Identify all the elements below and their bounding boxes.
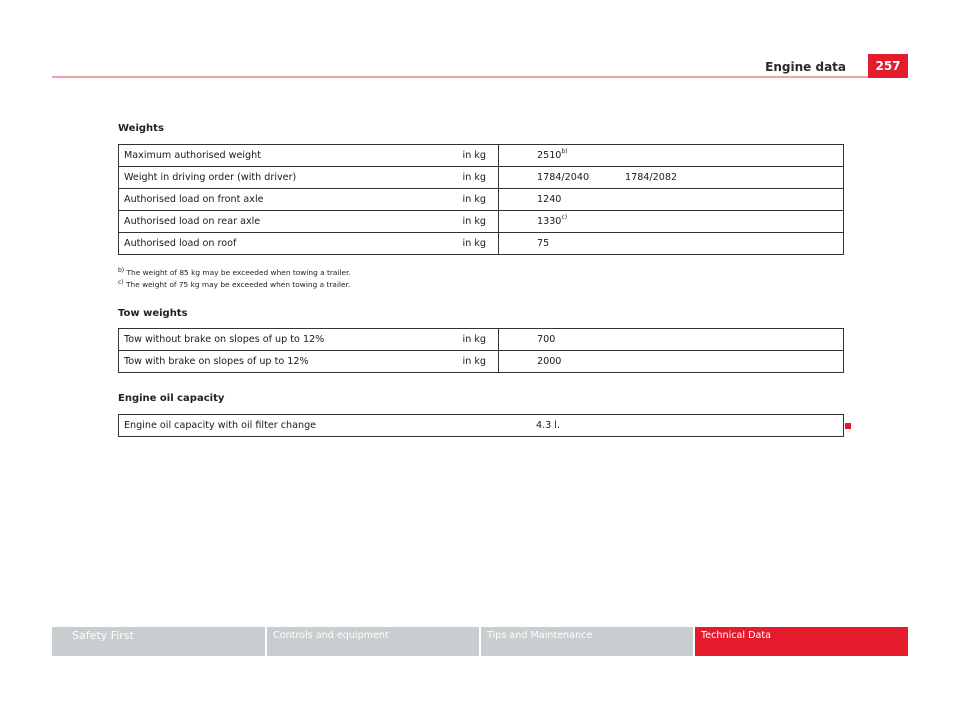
- footnote: $^{c)}$ The weight of 75 kg may be exceeded when towing a trailer.: [118, 279, 351, 289]
- row-unit: in kg: [445, 167, 499, 189]
- row-value-2: [620, 145, 844, 167]
- section-title: Engine data: [765, 60, 846, 74]
- row-value-2: [620, 329, 844, 351]
- row-unit: [445, 415, 498, 437]
- table-row: [119, 415, 844, 437]
- weights-table: [118, 144, 844, 255]
- table-row: [119, 351, 844, 373]
- row-unit: in kg: [445, 329, 499, 351]
- table-row: [119, 233, 844, 255]
- row-label: Authorised load on rear axle: [119, 211, 446, 233]
- row-value: 2000: [499, 351, 621, 373]
- row-label: Authorised load on roof: [119, 233, 446, 255]
- row-label: Tow without brake on slopes of up to 12%: [119, 329, 446, 351]
- row-unit: in kg: [445, 233, 499, 255]
- tab-tips-and-maintenance[interactable]: Tips and Maintenance: [481, 627, 693, 656]
- row-value: 4.3 l.: [498, 415, 619, 437]
- row-value-2: [620, 233, 844, 255]
- page-number: 257: [868, 54, 908, 78]
- table-row: [119, 329, 844, 351]
- row-value-2: [620, 211, 844, 233]
- row-label: Maximum authorised weight: [119, 145, 446, 167]
- weights-heading: Weights: [118, 123, 164, 134]
- row-value: 2510$^{b)}$: [499, 145, 621, 167]
- footnote-ref: b): [561, 148, 568, 155]
- table-row: [119, 211, 844, 233]
- tow-weights-heading: Tow weights: [118, 308, 188, 319]
- row-unit: in kg: [445, 145, 499, 167]
- end-of-section-marker: [845, 423, 851, 429]
- header-rule: [52, 76, 868, 78]
- table-row: [119, 167, 844, 189]
- row-value-2: [620, 351, 844, 373]
- table-row: [119, 189, 844, 211]
- tow-weights-table: [118, 328, 844, 373]
- row-value: 1240: [499, 189, 621, 211]
- row-value: 700: [499, 329, 621, 351]
- tab-safety-first[interactable]: Safety First: [52, 627, 265, 656]
- row-unit: in kg: [445, 189, 499, 211]
- row-unit: in kg: [445, 351, 499, 373]
- footnote-ref: c): [561, 214, 568, 221]
- row-value-2: [620, 189, 844, 211]
- tab-technical-data[interactable]: Technical Data: [695, 627, 908, 656]
- row-label: Authorised load on front axle: [119, 189, 446, 211]
- row-label: Engine oil capacity with oil filter change: [119, 415, 446, 437]
- row-value: 75: [499, 233, 621, 255]
- footnotes: [118, 267, 351, 291]
- row-value-2: [619, 415, 844, 437]
- tab-controls-and-equipment[interactable]: Controls and equipment: [267, 627, 479, 656]
- row-label: Weight in driving order (with driver): [119, 167, 446, 189]
- engine-oil-table: [118, 414, 844, 437]
- row-unit: in kg: [445, 211, 499, 233]
- engine-oil-heading: Engine oil capacity: [118, 393, 225, 404]
- row-label: Tow with brake on slopes of up to 12%: [119, 351, 446, 373]
- row-value-2: 1784/2082: [620, 167, 844, 189]
- footnote: $^{b)}$ The weight of 85 kg may be exceeded when towing a trailer.: [118, 267, 351, 277]
- row-value: 1784/2040: [499, 167, 621, 189]
- table-row: [119, 145, 844, 167]
- row-value: 1330$^{c)}$: [499, 211, 621, 233]
